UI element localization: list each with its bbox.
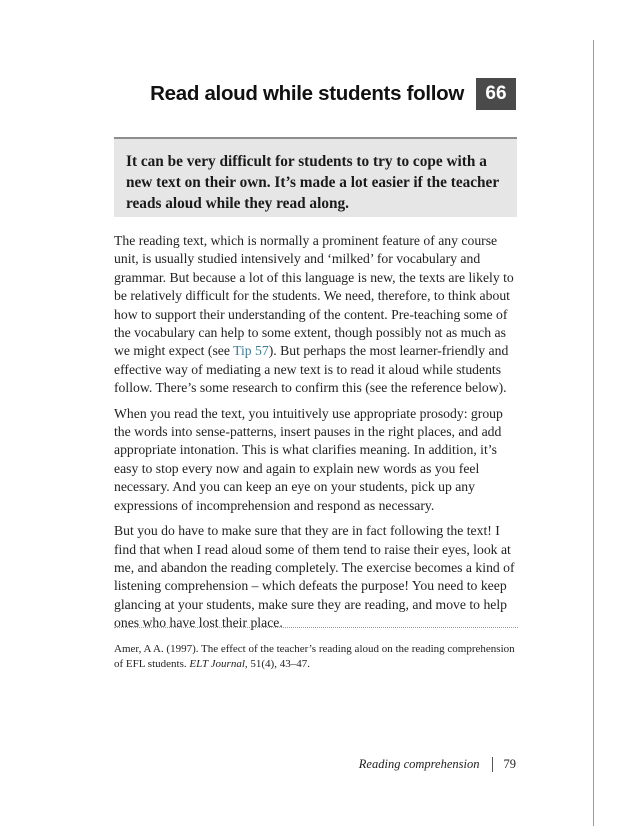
footer-section-title: Reading comprehension [358, 757, 480, 771]
intro-text: It can be very difficult for students to try to cope with a new text on their own. It’s made a lot easier if the teacher reads aloud while they read along. [126, 153, 499, 212]
paragraph-1-text-end: ). But perhaps the most learner-friendly and effective way of mediating a new text is to read it aloud while students follow. There’s some research to confirm this (see the reference below). [114, 343, 509, 396]
tip-header [150, 78, 516, 110]
paragraph-2: When you read the text, you intuitively use appropriate prosody: group the words into sense-patterns, insert pauses in the right places, and add appropriate intonation. This is what clarifies meaning. In addition, it’s easy to stop every now and again to explain new words as you feel necessary. And you can keep an eye on your students, pick up any expressions of incomprehension and respond as necessary. [114, 405, 503, 513]
reference-volume-pages: , 51(4), 43–47. [244, 658, 310, 670]
paragraph-1 [114, 232, 518, 398]
reference-citation [114, 642, 526, 672]
intro-callout [114, 137, 517, 217]
tip-57-link[interactable]: Tip 57 [233, 343, 269, 359]
tip-number-badge: 66 [476, 78, 516, 110]
page-title: Read aloud while students follow [150, 82, 464, 105]
reference-authors-title: Amer, A A. (1997). The effect of the teacher’s reading aloud on the reading comprehension of EFL students. [114, 643, 515, 670]
reference-journal: ELT Journal [189, 658, 245, 670]
paragraph-3: But you do have to make sure that they are in fact following the text! I find that when I read aloud some of them tend to raise their eyes, look at me, and abandon the reading completely. The exercise becomes a kind of listening comprehension – which defeats the purpose! You need to keep glancing at your students, make sure they are reading, and move to help ones who have lost their place. [114, 523, 515, 631]
page-number: 79 [503, 757, 516, 771]
footer-separator [492, 757, 493, 772]
page-footer [359, 757, 516, 772]
reference-divider [114, 627, 518, 628]
body-text [114, 232, 518, 640]
paragraph-1-text-start: The reading text, which is normally a prominent feature of any course unit, is usually studied intensively and ‘milked’ for vocabulary and grammar. But because a lot of this language is new, the texts are likely to be relatively difficult for the students. We need, therefore, to think about how to support their understanding of the content. Pre-teaching some of the vocabulary can help to some extent, though possibly not as much as we might expect (see [114, 233, 514, 359]
page-margin-rule [593, 40, 594, 826]
